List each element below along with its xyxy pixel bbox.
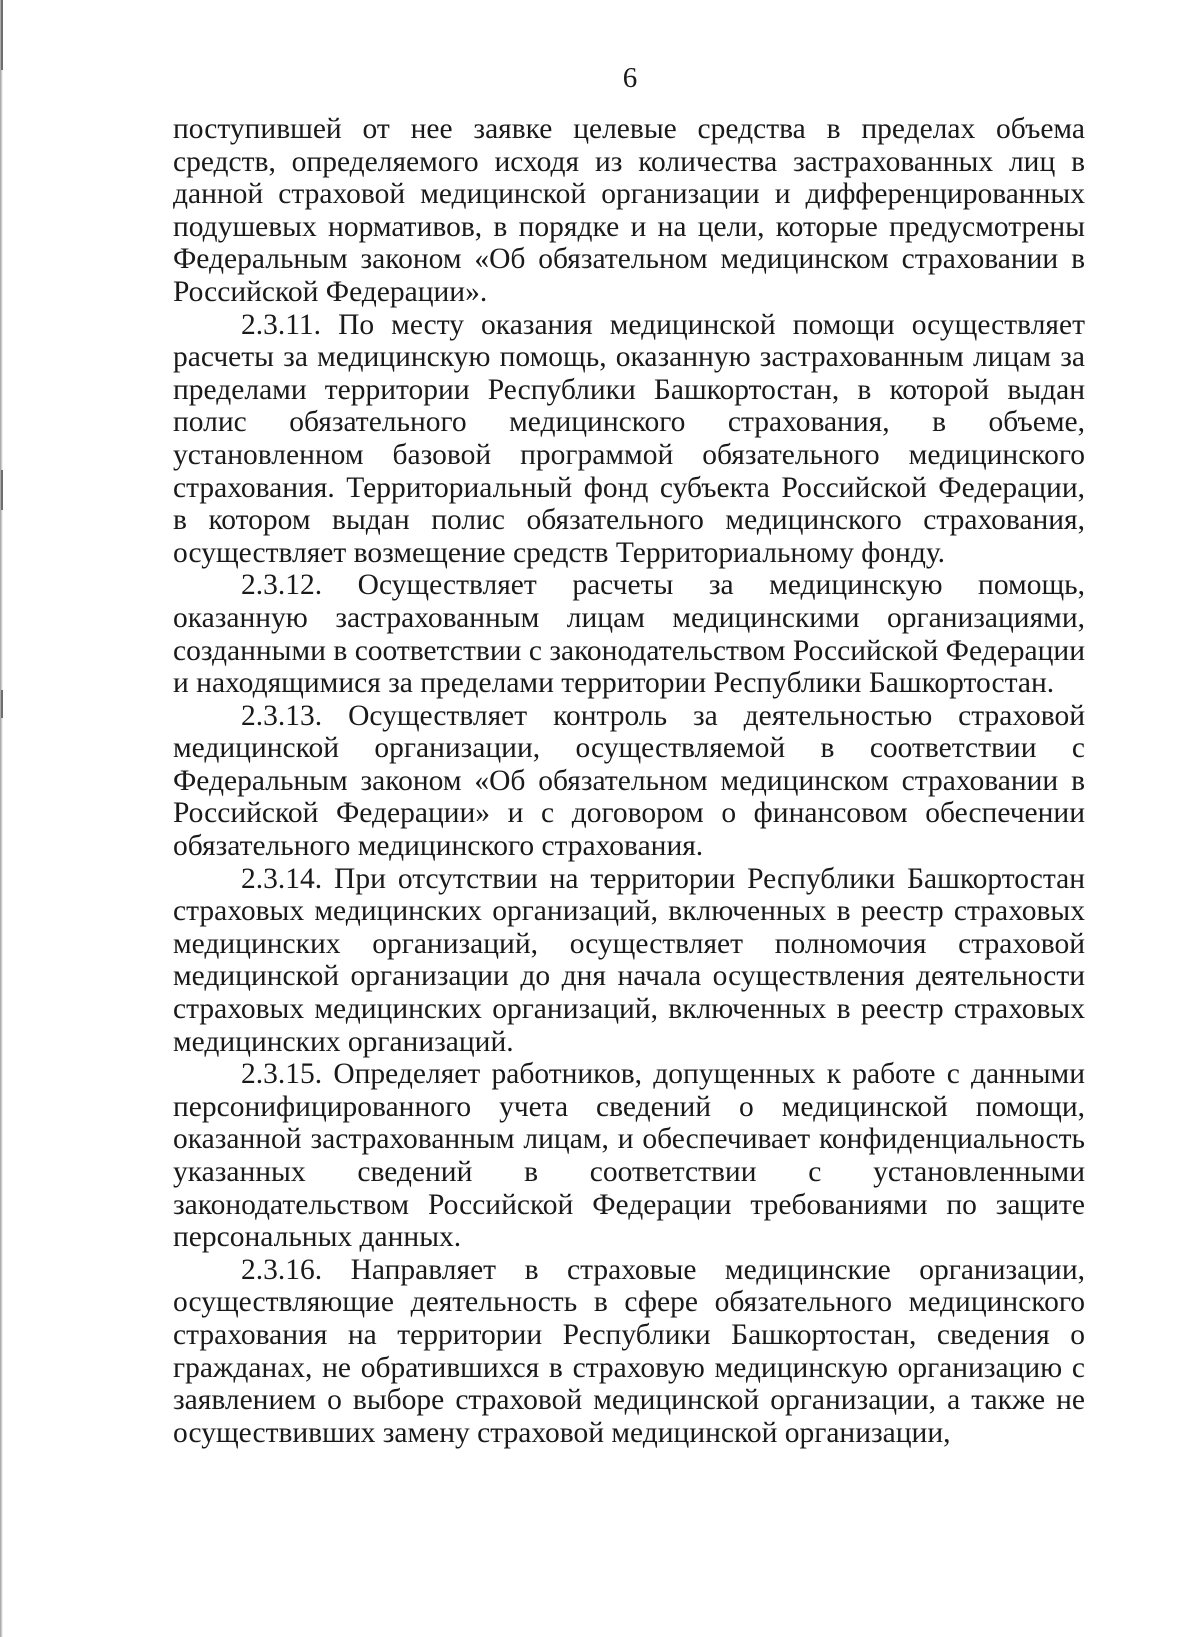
- paragraph-continuation: поступившей от нее заявке целевые средства в пределах объема средств, определяемого исходя из количества застрахованных лиц в данной страховой медицинской организации и дифференцированных подушевых нормативов, в порядке и на цели, которые предусмотрены Федеральным законом «Об обязательном медицинском страховании в Российской Федерации».: [173, 113, 1085, 308]
- paragraph-2-3-14: 2.3.14. При отсутствии на территории Республики Башкортостан страховых медицинских организаций, включенных в реестр страховых медицинских организаций, осуществляет полномочия страховой медицинской организации до дня начала осуществления деятельности страховых медицинских организаций, включенных в реестр страховых медицинских организаций.: [173, 862, 1085, 1058]
- scan-edge-mark: [1, 0, 3, 70]
- page-number: 6: [622, 62, 638, 94]
- scan-edge-shadow: [0, 0, 3, 1637]
- paragraph-2-3-13: 2.3.13. Осуществляет контроль за деятельностью страховой медицинской организации, осуществляемой в соответствии с Федеральным законом «Об обязательном медицинском страховании в Российской Федерации» и с договором о финансовом обеспечении обязательного медицинского страхования.: [173, 699, 1085, 863]
- paragraph-2-3-11: 2.3.11. По месту оказания медицинской помощи осуществляет расчеты за медицинскую помощь, оказанную застрахованным лицам за пределами территории Республики Башкортостан, в которой выдан полис обязательного медицинского страхования, в объеме, установленном базовой программой обязательного медицинского страхования. Территориальный фонд субъекта Российской Федерации, в котором выдан полис обязательного медицинского страхования, осуществляет возмещение средств Территориальному фонду.: [173, 308, 1085, 569]
- paragraph-2-3-16: 2.3.16. Направляет в страховые медицинские организации, осуществляющие деятельность в сфере обязательного медицинского страхования на территории Республики Башкортостан, сведения о гражданах, не обратившихся в страховую медицинскую организацию с заявлением о выборе страховой медицинской организации, а также не осуществивших замену страховой медицинской организации,: [173, 1253, 1085, 1449]
- document-body: [173, 113, 1085, 1449]
- scan-edge-mark: [1, 690, 3, 718]
- paragraph-2-3-15: 2.3.15. Определяет работников, допущенных к работе с данными персонифицированного учета сведений о медицинской помощи, оказанной застрахованным лицам, и обеспечивает конфиденциальность указанных сведений в соответствии с установленными законодательством Российской Федерации требованиями по защите персональных данных.: [173, 1058, 1085, 1254]
- paragraph-2-3-12: 2.3.12. Осуществляет расчеты за медицинскую помощь, оказанную застрахованным лицам медицинскими организациями, созданными в соответствии с законодательством Российской Федерации и находящимися за пределами территории Республики Башкортостан.: [173, 569, 1085, 700]
- scan-edge-mark: [1, 470, 3, 510]
